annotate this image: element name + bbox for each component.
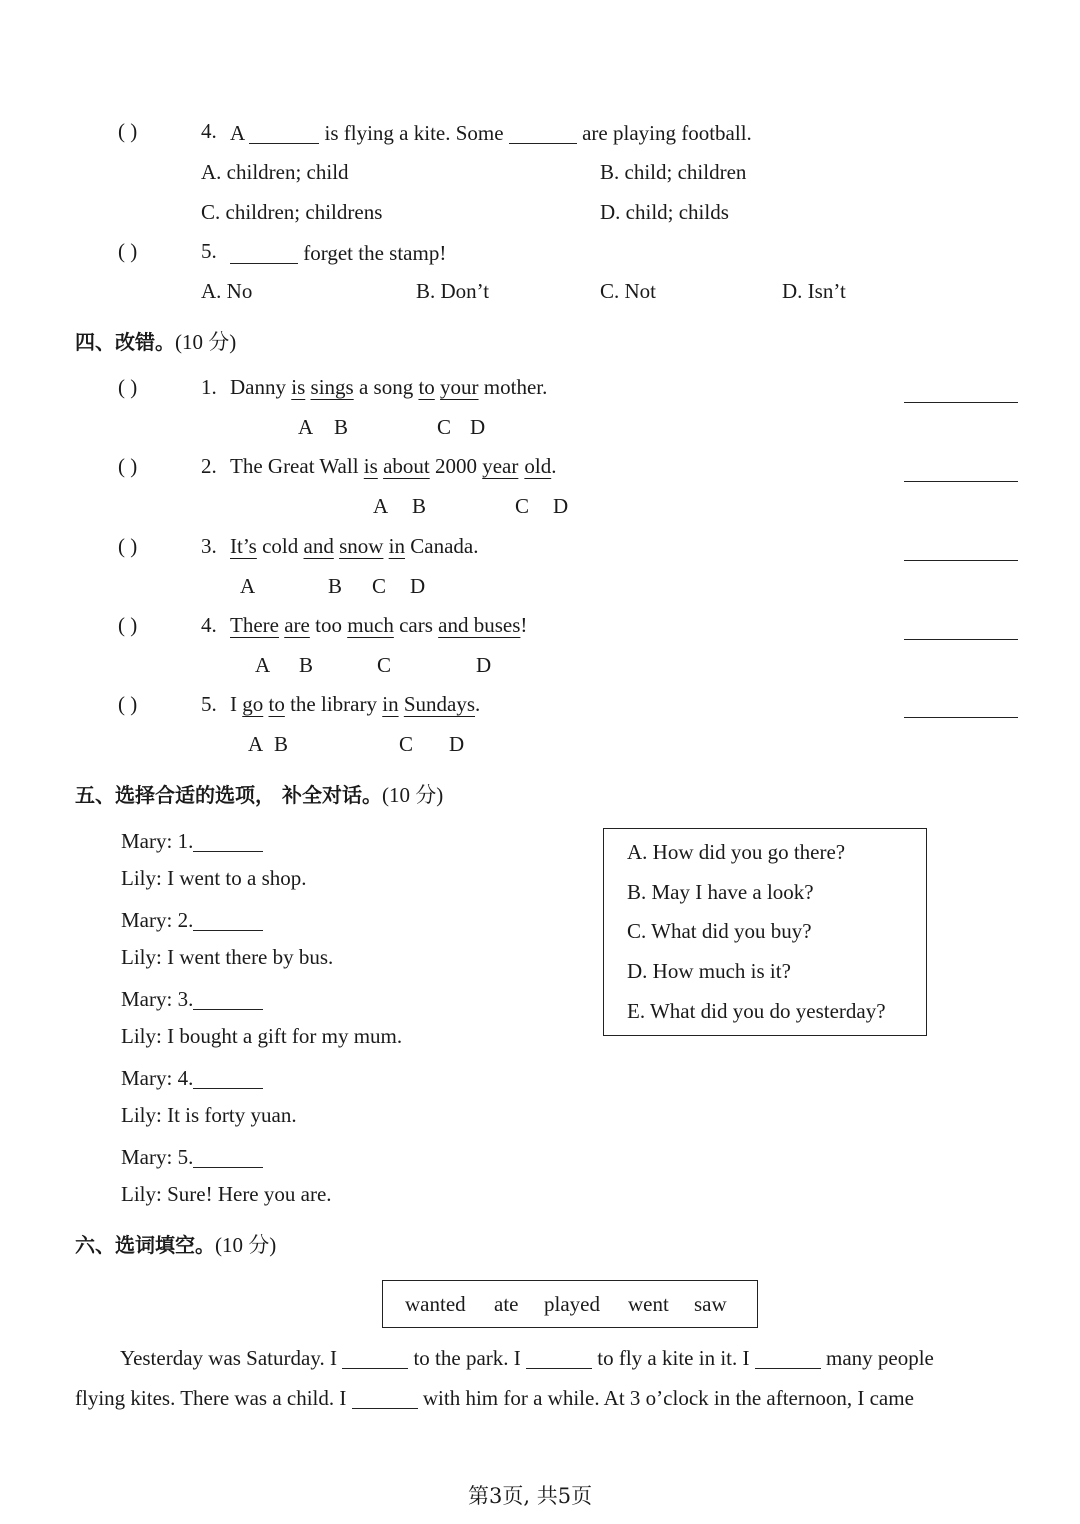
dialogue-line — [121, 908, 263, 931]
s4-q1-word: a song — [358, 375, 414, 399]
dialogue-text: I bought a gift for my mum. — [167, 1024, 403, 1048]
s4-q2-word-c: year — [482, 454, 519, 478]
passage-text: with him for a while. At 3 o’clock in the afternoon, I came — [422, 1386, 914, 1410]
s4-q5-answer-line[interactable] — [904, 717, 1018, 718]
dialogue-speaker: Mary: — [121, 987, 173, 1011]
q4-option-a[interactable]: A. children; child — [201, 160, 349, 184]
s4-q4-letter-b: B — [299, 653, 314, 677]
q4-part2: is flying a kite. Some — [324, 121, 504, 145]
s4-q3-letter-a: A — [240, 574, 256, 598]
q4-option-b[interactable]: B. child; children — [600, 160, 747, 184]
dialogue-line — [121, 1066, 263, 1089]
s4-q4-word: too — [315, 613, 342, 637]
q5-option-b[interactable]: B. Don’t — [416, 279, 490, 303]
s4-q3-word-a: It’s — [230, 534, 257, 558]
s4-q3-word: cold — [262, 534, 299, 558]
dialogue-option-e: E. What did you do yesterday? — [627, 999, 886, 1023]
dialogue-line — [121, 868, 307, 889]
s4-q4-letter-a: A — [255, 653, 271, 677]
dialogue-line — [121, 987, 263, 1010]
s4-q4-letter-d: D — [476, 653, 492, 677]
dialogue-line — [121, 1184, 332, 1205]
s4-q1-letter-c: C — [437, 415, 452, 439]
s4-q4-paren[interactable]: ( ) — [118, 613, 138, 637]
dialogue-text: 1. — [177, 829, 194, 853]
s4-q2-paren[interactable]: ( ) — [118, 454, 138, 478]
q4-option-c[interactable]: C. children; childrens — [201, 200, 383, 224]
q5-blank[interactable] — [230, 241, 298, 264]
passage-text: Yesterday was Saturday. I — [120, 1346, 337, 1370]
s4-q4-word-b: are — [284, 613, 310, 637]
s4-q1-answer-line[interactable] — [904, 402, 1018, 403]
s4-q5-word-b: to — [268, 692, 285, 716]
s4-q5-letter-d: D — [449, 732, 465, 756]
dialogue-speaker: Lily: — [121, 1182, 162, 1206]
dialogue-blank-4[interactable] — [193, 1066, 263, 1089]
s4-q5-sentence — [230, 694, 480, 715]
s4-q1-word-d: your — [440, 375, 479, 399]
s4-q3-word: Canada. — [410, 534, 479, 558]
s4-q3-word-c: snow — [339, 534, 384, 558]
q4-paren[interactable]: ( ) — [118, 119, 138, 143]
s4-q3-letter-d: D — [410, 574, 426, 598]
q5-paren[interactable]: ( ) — [118, 239, 138, 263]
word-bank-word: played — [544, 1292, 600, 1316]
s4-q1-word-c: to — [418, 375, 435, 399]
s4-q1-word-a: is — [291, 375, 306, 399]
dialogue-line — [121, 1026, 402, 1047]
dialogue-speaker: Lily: — [121, 1103, 162, 1127]
dialogue-option-d: D. How much is it? — [627, 959, 791, 983]
dialogue-speaker: Mary: — [121, 908, 173, 932]
s4-q1-word: mother. — [483, 375, 548, 399]
dialogue-blank-5[interactable] — [193, 1145, 263, 1168]
dialogue-text: I went there by bus. — [167, 945, 334, 969]
s4-q5-word: I — [230, 692, 237, 716]
s4-q4-answer-line[interactable] — [904, 639, 1018, 640]
passage-text: many people — [826, 1346, 934, 1370]
s4-q2-word-b: about — [383, 454, 430, 478]
dialogue-speaker: Lily: — [121, 1024, 162, 1048]
s4-q2-word: . — [551, 454, 557, 478]
s4-q1-word: Danny — [230, 375, 286, 399]
s4-q5-word: . — [475, 692, 481, 716]
section5-title: 五、选择合适的选项， 补全对话。 — [75, 783, 382, 807]
s4-q3-paren[interactable]: ( ) — [118, 534, 138, 558]
section5-heading — [75, 785, 443, 806]
section4-score: (10 分) — [175, 330, 237, 354]
s4-q1-paren[interactable]: ( ) — [118, 375, 138, 399]
s4-q5-word-d: Sundays — [403, 692, 476, 716]
s4-q4-number: 4. — [201, 613, 217, 637]
s4-q4-word-c: much — [347, 613, 394, 637]
s4-q2-letter-b: B — [412, 494, 427, 518]
q5-stem — [230, 241, 446, 264]
s4-q1-number: 1. — [201, 375, 217, 399]
s4-q2-sentence — [230, 456, 556, 477]
dialogue-text: 4. — [177, 1066, 194, 1090]
passage-blank-2[interactable] — [526, 1346, 592, 1369]
q4-stem — [230, 121, 752, 144]
section4-title: 四、改错。 — [75, 330, 175, 354]
s4-q3-letter-c: C — [372, 574, 387, 598]
passage-blank-3[interactable] — [755, 1346, 821, 1369]
s4-q1-letter-d: D — [470, 415, 486, 439]
s4-q3-word-b: and — [303, 534, 334, 558]
dialogue-text: 3. — [177, 987, 194, 1011]
q5-option-a[interactable]: A. No — [201, 279, 253, 303]
dialogue-option-b: B. May I have a look? — [627, 880, 814, 904]
dialogue-line — [121, 829, 263, 852]
dialogue-speaker: Mary: — [121, 829, 173, 853]
s4-q3-letter-b: B — [328, 574, 343, 598]
passage-line-1 — [120, 1346, 934, 1369]
passage-text: flying kites. There was a child. I — [75, 1386, 347, 1410]
q4-blank-2[interactable] — [509, 121, 577, 144]
dialogue-speaker: Lily: — [121, 945, 162, 969]
dialogue-text: I went to a shop. — [167, 866, 307, 890]
dialogue-blank-3[interactable] — [193, 987, 263, 1010]
s4-q4-word-a: There — [230, 613, 279, 637]
s4-q2-letter-d: D — [553, 494, 569, 518]
dialogue-text: 5. — [177, 1145, 194, 1169]
s4-q4-word-d: and buses — [438, 613, 521, 637]
s4-q5-letter-b: B — [274, 732, 289, 756]
dialogue-line — [121, 947, 333, 968]
section6-score: (10 分) — [215, 1233, 277, 1257]
word-bank-word: wanted — [405, 1292, 466, 1316]
s4-q4-word: ! — [520, 613, 528, 637]
s4-q2-letter-a: A — [373, 494, 389, 518]
q5-part: forget the stamp! — [303, 241, 447, 265]
q4-part3: are playing football. — [582, 121, 752, 145]
s4-q3-number: 3. — [201, 534, 217, 558]
word-bank-word: went — [628, 1292, 669, 1316]
q5-option-d[interactable]: D. Isn’t — [782, 279, 846, 303]
passage-line-2 — [75, 1386, 914, 1409]
q4-option-d[interactable]: D. child; childs — [600, 200, 729, 224]
dialogue-speaker: Mary: — [121, 1145, 173, 1169]
word-bank-word: saw — [694, 1292, 727, 1316]
s4-q4-letter-c: C — [377, 653, 392, 677]
section5-score: (10 分) — [381, 783, 444, 807]
s4-q5-word-c: in — [382, 692, 399, 716]
s4-q4-word: cars — [399, 613, 433, 637]
passage-text: to the park. I — [413, 1346, 521, 1370]
s4-q2-word: 2000 — [434, 454, 477, 478]
s4-q4-sentence — [230, 615, 527, 636]
dialogue-option-c: C. What did you buy? — [627, 919, 812, 943]
q4-blank-1[interactable] — [249, 121, 319, 144]
section6-heading — [75, 1235, 276, 1256]
q5-number: 5. — [201, 239, 217, 263]
s4-q5-word: the library — [290, 692, 377, 716]
s4-q1-sentence — [230, 377, 547, 398]
s4-q3-answer-line[interactable] — [904, 560, 1018, 561]
s4-q2-word: The Great Wall — [230, 454, 359, 478]
dialogue-text: 2. — [177, 908, 194, 932]
dialogue-blank-2[interactable] — [193, 908, 263, 931]
q4-number: 4. — [201, 119, 217, 143]
dialogue-text: Sure! Here you are. — [167, 1182, 332, 1206]
passage-text: to fly a kite in it. I — [597, 1346, 750, 1370]
q4-part1: A — [230, 121, 245, 145]
s4-q5-word-a: go — [242, 692, 264, 716]
s4-q2-word-a: is — [363, 454, 378, 478]
dialogue-line — [121, 1145, 263, 1168]
s4-q2-letter-c: C — [515, 494, 530, 518]
passage-blank-1[interactable] — [342, 1346, 408, 1369]
s4-q2-word-d: old — [524, 454, 552, 478]
s4-q5-number: 5. — [201, 692, 217, 716]
dialogue-speaker: Mary: — [121, 1066, 173, 1090]
dialogue-blank-1[interactable] — [193, 829, 263, 852]
s4-q5-letter-a: A — [248, 732, 264, 756]
page-number: 第3页, 共5页 — [468, 1484, 593, 1508]
dialogue-text: It is forty yuan. — [167, 1103, 297, 1127]
s4-q5-paren[interactable]: ( ) — [118, 692, 138, 716]
section4-heading — [75, 332, 236, 353]
dialogue-line — [121, 1105, 297, 1126]
s4-q1-word-b: sings — [310, 375, 354, 399]
word-bank-word: ate — [494, 1292, 519, 1316]
s4-q1-letter-b: B — [334, 415, 349, 439]
section6-title: 六、选词填空。 — [75, 1233, 215, 1257]
passage-blank-4[interactable] — [352, 1386, 418, 1409]
s4-q3-word-d: in — [388, 534, 406, 558]
q5-option-c[interactable]: C. Not — [600, 279, 657, 303]
s4-q1-letter-a: A — [298, 415, 314, 439]
s4-q2-answer-line[interactable] — [904, 481, 1018, 482]
s4-q3-sentence — [230, 536, 479, 557]
s4-q5-letter-c: C — [399, 732, 414, 756]
dialogue-option-a: A. How did you go there? — [627, 840, 846, 864]
dialogue-speaker: Lily: — [121, 866, 162, 890]
s4-q2-number: 2. — [201, 454, 217, 478]
